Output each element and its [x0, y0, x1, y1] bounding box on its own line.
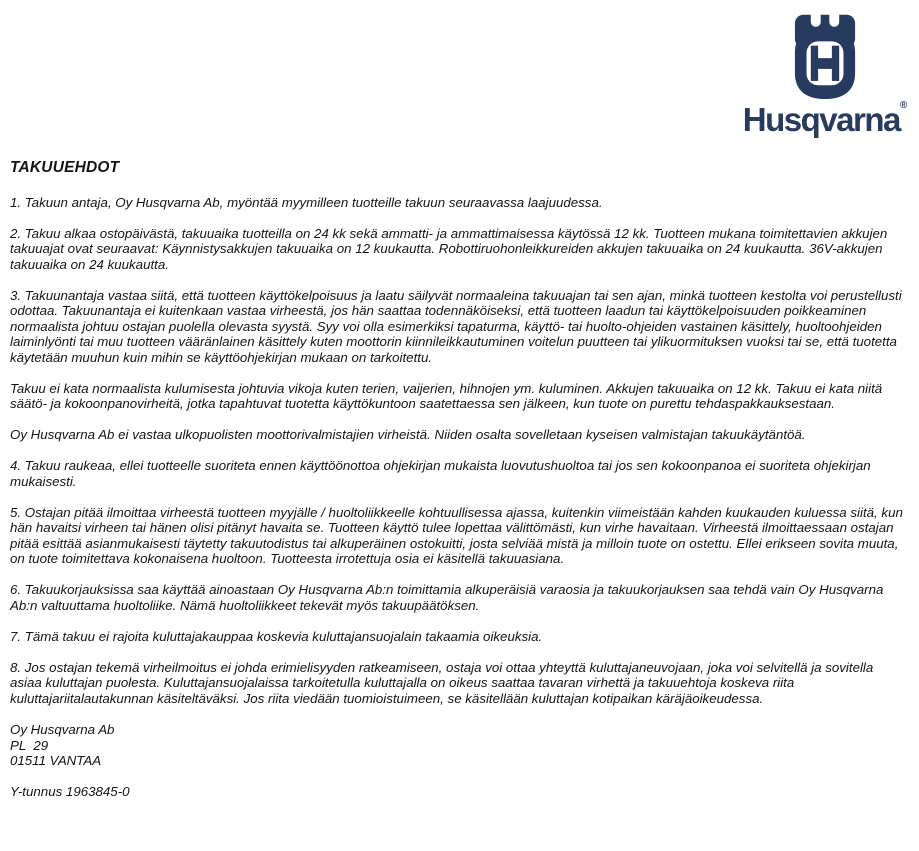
registered-trademark-symbol: ® [899, 100, 908, 111]
paragraph-3b-wear-exclusions: Takuu ei kata normaalista kulumisesta johtuvia vikoja kuten terien, vaijerien, hihnojen ym. kuluminen. Akkujen takuuaika on 12 kk. Takuu ei kata niitä säätö- ja kokoonpanovirheitä, jotka tapahtuvat tuotetta käyttökuntoon saatettaessa sen jälkeen, kun tuote on purettu tehdaspakkauksestaan. [10, 380, 883, 411]
paragraph-2-warranty-period: 2. Takuu alkaa ostopäivästä, takuuaika tuotteilla on 24 kk sekä ammatti- ja ammattimaisessa käytössä 12 kk. Tuotteen mukana toimitettavien akkujen takuuajat ovat seuraavat: Käynnistysakkujen takuuaika on 12 kuukautta. Robottiruohonleikkureiden akkujen takuuaika on 24 kuukautta. 36V-akkujen takuuaika on 24 kuukautta. [10, 225, 888, 272]
company-address-block [10, 722, 908, 800]
paragraph-8-dispute-resolution: 8. Jos ostajan tekemä virheilmoitus ei johda erimielisyyden ratkeamiseen, ostaja voi ottaa yhteyttä kuluttajaneuvojaan, joka voi selvitellä ja sovitella asiaa kuluttajan puolesta. Kuluttajansuojalaissa tarkoitetulla kuluttajalla on oikeus saattaa tavaran virhettä ja takuuehtoja koskeva riita kuluttajariitalautakunnan käsiteltäväksi. Jos riita viedään tuomioistuimeen, se käsitellään kuluttajan kotipaikan käräjäoikeudessa. [10, 659, 874, 706]
husqvarna-logo [739, 10, 911, 138]
husqvarna-crown-h-icon [782, 10, 868, 102]
company-name: Oy Husqvarna Ab [10, 722, 115, 737]
paragraph-6-authorized-repairs: 6. Takuukorjauksissa saa käyttää ainoastaan Oy Husqvarna Ab:n toimittamia alkuperäisiä varaosia ja takuukorjauksen saa tehdä vain Oy Husqvarna Ab:n valtuuttama huoltoliike. Nämä huoltoliikkeet tekevät myös takuupäätöksen. [10, 582, 884, 613]
paragraph-4-void-conditions: 4. Takuu raukeaa, ellei tuotteelle suoriteta ennen käyttöönottoa ohjekirjan mukaista luovutushuoltoa tai jos sen kokoonpanoa ei suoriteta ohjekirjan mukaisesti. [10, 458, 871, 489]
paragraph-3-liability: 3. Takuunantaja vastaa siitä, että tuotteen käyttökelpoisuus ja laatu säilyvät normaaleina takuuajan tai sen ajan, minkä tuotteen kestolta voi perustellusti odottaa. Takuunantaja ei kuitenkaan vastaa virheestä, jos hän saattaa todennäköiseksi, että tuotteen laadun tai käyttökelpoisuuden poikkeaminen normaalista johtuu ostajan puolella olevasta syystä. Syy voi olla esimerkiksi tapaturma, käyttö- tai huolto-ohjeiden vastainen käsittely, huoltoohjeiden laiminlyönti tai muu tuotteen vääränlainen käsittely kuten moottorin kiinnileikkautuminen voitelun puutteen tai ylikuormituksen vuoksi tai se, että tuotetta käytetään muuhun kuin mihin se käyttöohjekirjan mukaan on tarkoitettu. [10, 287, 902, 365]
paragraph-3c-third-party-engines: Oy Husqvarna Ab ei vastaa ulkopuolisten moottorivalmistajien virheistä. Niiden osalta sovelletaan kyseisen valmistajan takuukäytäntöä. [10, 427, 806, 442]
paragraph-7-consumer-rights: 7. Tämä takuu ei rajoita kuluttajakauppaa koskevia kuluttajansuojalain takaamia oikeuksia. [10, 628, 543, 644]
company-po-box: PL 29 [10, 737, 49, 753]
company-business-id: Y-tunnus 1963845-0 [10, 784, 130, 799]
paragraph-5-defect-notification: 5. Ostajan pitää ilmoittaa virheestä tuotteen myyjälle / huoltoliikkeelle kohtuullisessa ajassa, kuitenkin viimeistään kahden kuukauden kuluessa siitä, kun hän havaitsi virheen tai hänen olisi pitänyt havaita se. Tuotteen käyttö tulee lopettaa välittömästi, kun virhe havaitaan. Virheestä ilmoittaessaan ostajan pitää esittää asianmukaisesti täytetty takuutodistus tai alkuperäinen ostokuitti, josta selviää mistä ja milloin tuote on ostettu. Ellei erikseen sovita muuta, on tuote toimitettava kokonaisena huoltoon. Tuotteesta irrotettuja osia ei käsitellä takuuasiana. [10, 504, 903, 566]
paragraph-1-warranty-grantor: 1. Takuun antaja, Oy Husqvarna Ab, myöntää myymilleen tuotteille takuun seuraavassa laajuudessa. [10, 194, 603, 210]
document-title: TAKUUEHDOT [10, 159, 120, 176]
company-city: 01511 VANTAA [10, 753, 102, 768]
warranty-terms-body [10, 160, 908, 800]
husqvarna-wordmark: Husqvarna® [742, 100, 908, 138]
